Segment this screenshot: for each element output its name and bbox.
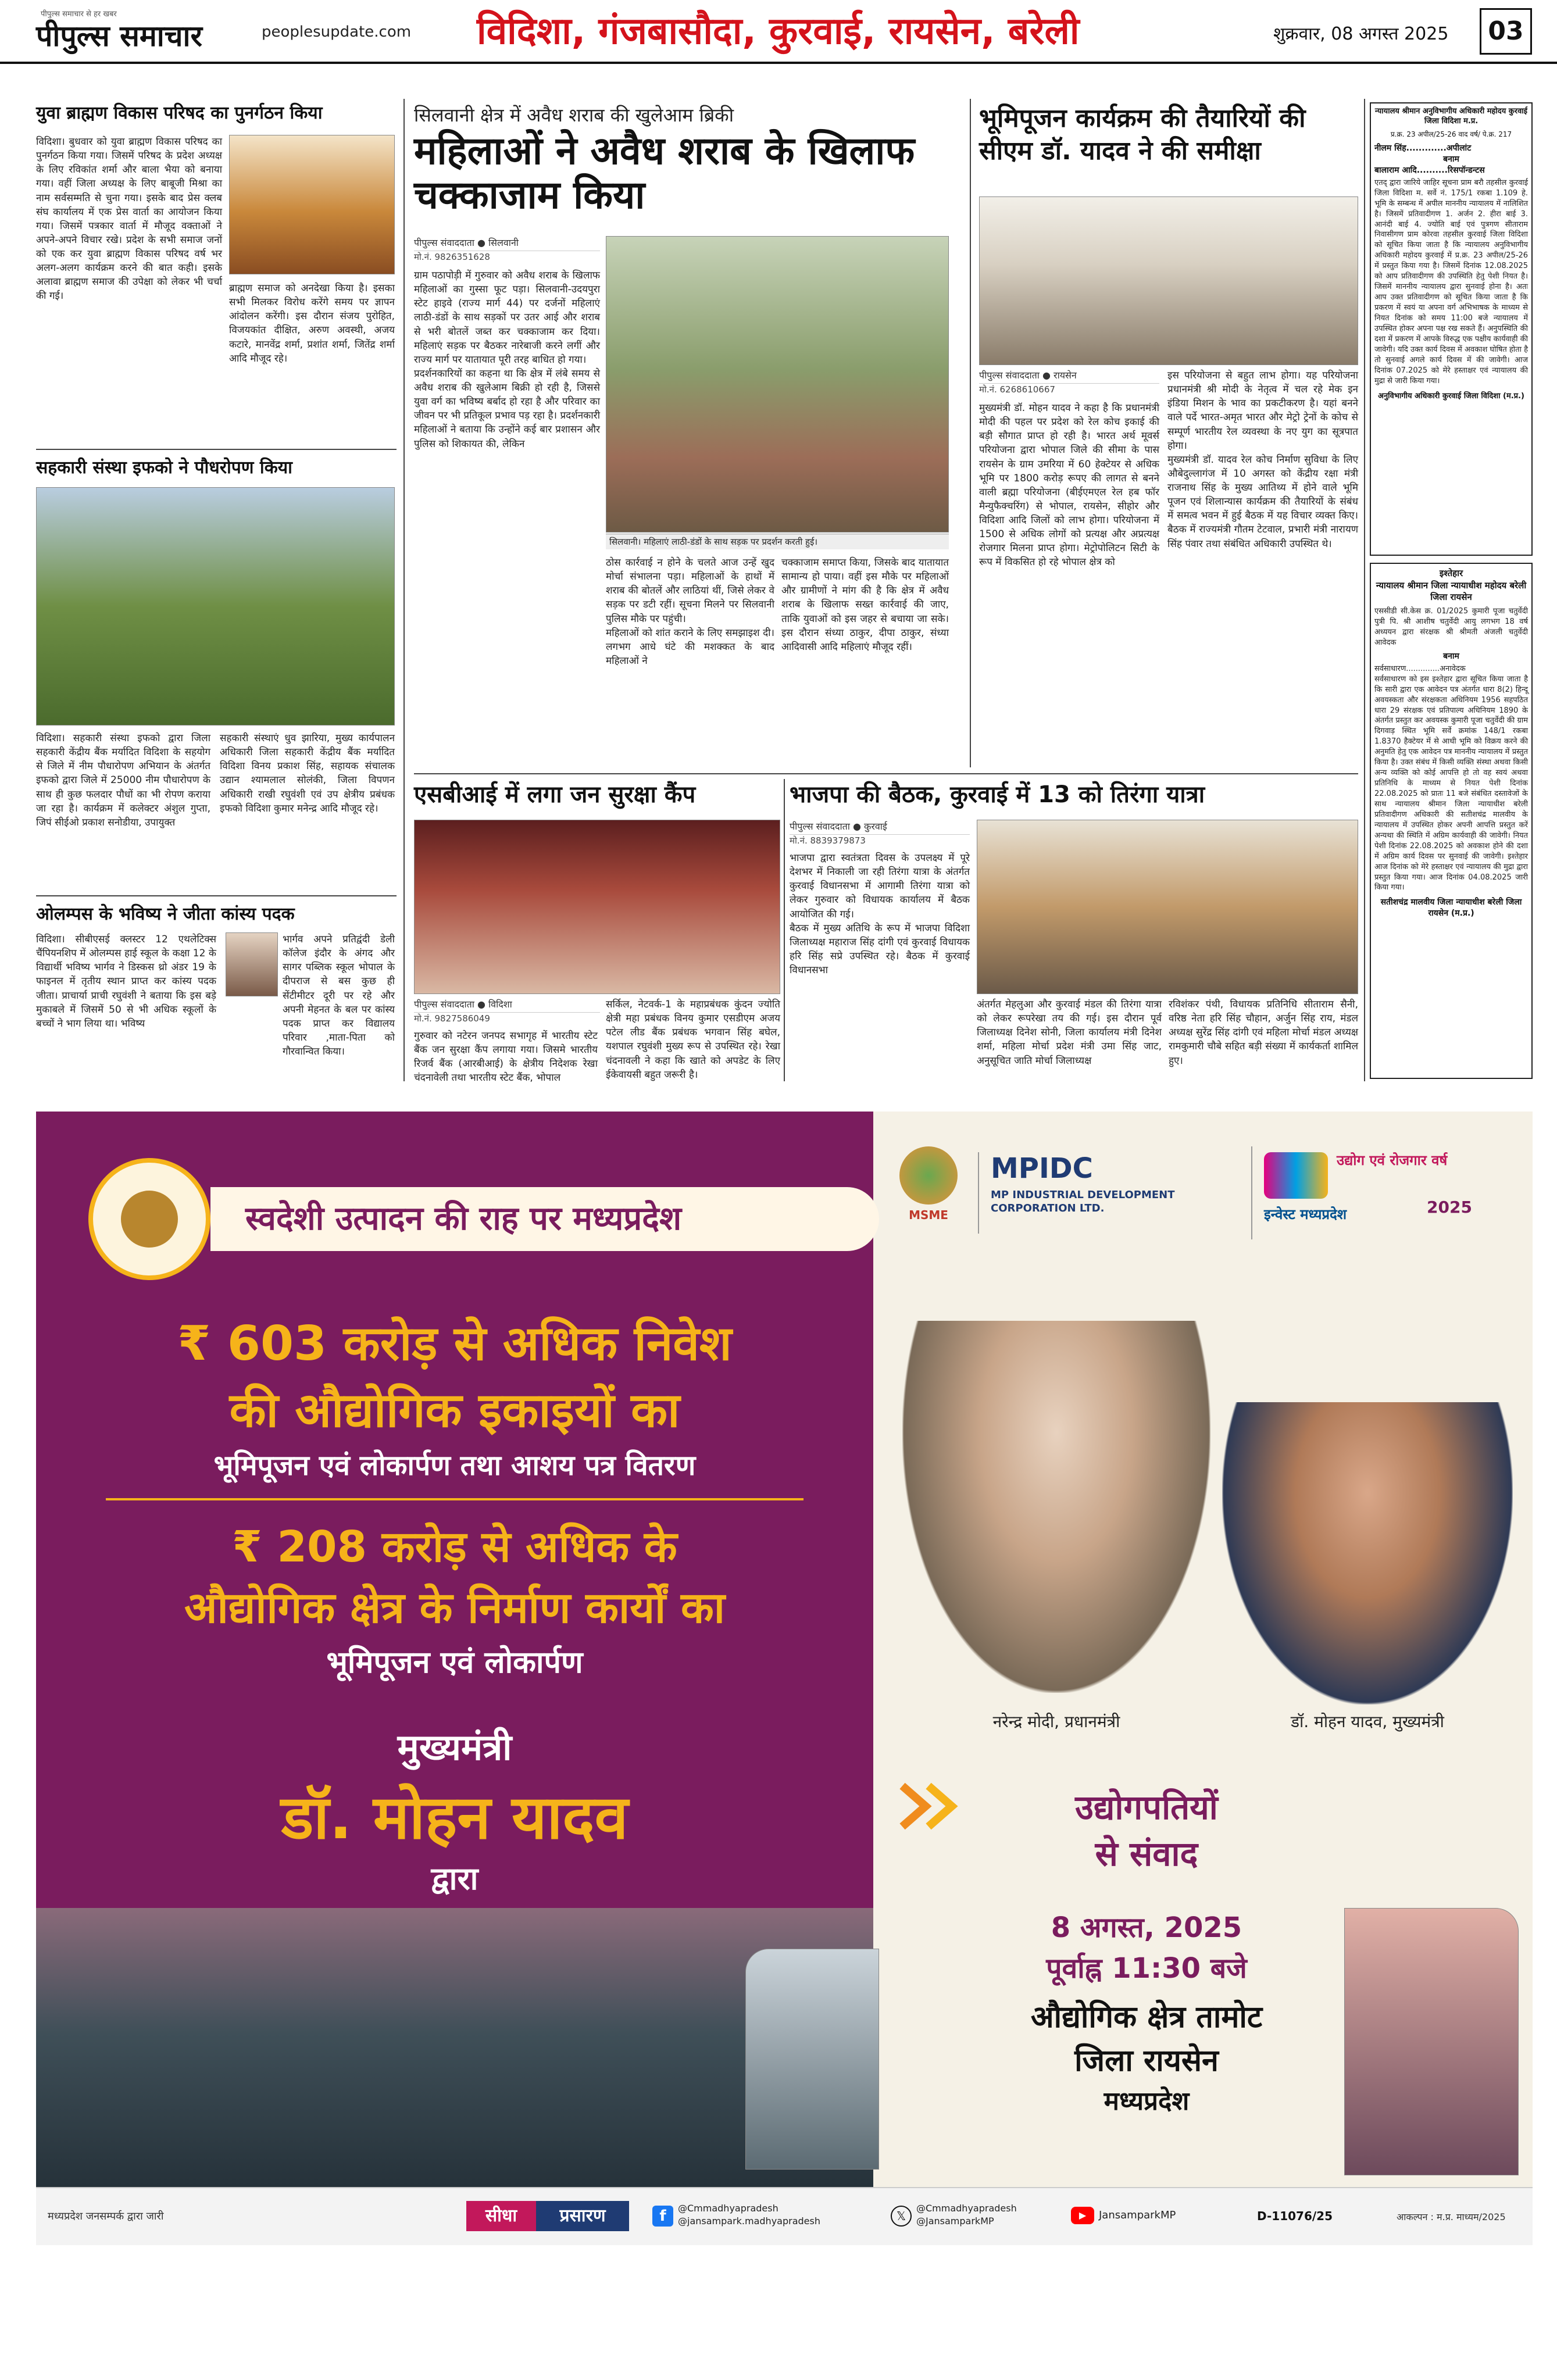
notice2-versus: बनाम	[1443, 651, 1459, 661]
youtube-icon[interactable]: ▶	[1071, 2207, 1094, 2224]
event-venue3: मध्यप्रदेश	[1104, 2086, 1190, 2116]
social-x1[interactable]: @Cmmadhyapradesh	[916, 2203, 1017, 2214]
photo-review	[979, 196, 1358, 365]
footer-prasaran: प्रसारण	[536, 2201, 629, 2231]
logo-text: पीपुल्स समाचार	[36, 19, 202, 53]
notice1-header: न्यायालय श्रीमान अनुविभागीय अधिकारी महोदय कुरवाई जिला विदिशा म.प्र.	[1374, 107, 1528, 126]
divider	[36, 449, 397, 450]
logo-year1: उद्योग एवं रोजगार वर्ष	[1337, 1152, 1448, 1168]
ad-line6: भूमिपूजन एवं लोकार्पण	[326, 1645, 583, 1680]
kicker-liquor: सिलवानी क्षेत्र में अवैध शराब की खुलेआम ब्रिकी	[414, 104, 734, 126]
social-x2[interactable]: @JansamparkMP	[916, 2215, 994, 2227]
ad-banner-text: स्वदेशी उत्पादन की राह पर मध्यप्रदेश	[245, 1200, 682, 1238]
social-fb2[interactable]: @jansampark.madhyapradesh	[678, 2215, 820, 2227]
notice2-signature: सतीशचंद्र मालवीय जिला न्यायाधीश बरेली जिला रायसेन (म.प्र.)	[1380, 898, 1522, 919]
logo-mpidc	[978, 1152, 1234, 1234]
byline-name: पीपुल्स संवाददाता	[414, 237, 474, 248]
ad-by: द्वारा	[431, 1860, 478, 1897]
worker-photo-2	[1344, 1908, 1519, 2175]
ad-line5: औद्योगिक क्षेत्र के निर्माण कार्यों का	[184, 1583, 725, 1633]
photo-olympus	[226, 932, 278, 996]
notice2-body2: सर्वसाधारण..............अनावेदक सर्वसाधारण को इस इश्तेहार द्वारा सूचित किया जाता है कि सारी द्वारा एक आवेदन पत्र अंतर्गत धारा 8(2) हिन्दू अवयस्कता और संरक्षकता अधिनियम 1956 सहपठित धारा 29 संरक्षक एवं प्रतिपाल्य अधिनियम 1890 के अंतर्गत प्रस्तुत कर अवयस्क कुमारी पूजा चतुर्वेदी की ग्राम दिगवाड़ स्थित भूमि सर्वे क्रमांक 148/1 रकबा 1.8370 हैक्टेयर में से आधी भूमि को विक्रय करने की अनुमति हेतु एक आवेदन पत्र माननीय न्यायालय में प्रस्तुत किया है। उक्त संबंध में किसी व्यक्ति संस्था अथवा किसी अन्य व्यक्ति को कोई आपत्ति हो तो वह स्वयं अथवा प्रतिनिधि के माध्यम से नियत पेशी दिनांक 22.08.2025 को प्रातः 11 बजे संबंधित दस्तावेजों के साथ न्यायालय श्रीमान जिला न्यायाधीश बरेली प्रतिवादीगण अधिकारी की सतीशचंद्र मालवीय के न्यायालय में उपस्थित होकर अपनी आपत्ति प्रस्तुत करें अन्यथा की स्थिति में अग्रिम कार्यवाही की जावेगी। नियत पेशी दिनांक 22.08.2025 को अवकाश होने की दशा में अग्रिम कार्य दिवस पर सुनवाई की जावेगी। इश्तेहार आज दिनांक को मेरे हस्ताक्षर एवं न्यायालय की मुद्रा द्वारा प्रस्तुत किया गया। आज दिनांक 04.08.2025 जारी किया गया।	[1374, 664, 1528, 892]
ad-line4: ₹ 208 करोड़ से अधिक के	[232, 1522, 677, 1572]
advertisement	[36, 1112, 1533, 2245]
social-x[interactable]	[916, 2202, 1017, 2228]
caption-pm: नरेन्द्र मोदी, प्रधानमंत्री	[992, 1712, 1120, 1731]
body-brahmin: विदिशा। बुधवार को युवा ब्राह्मण विकास परिषद का पुनर्गठन किया गया। जिसमें परिषद के प्रदेश अध्यक्ष के लिए रविकांत शर्मा और बाला भैया को बनाया गया। वहीं जिला अध्यक्ष के लिए बाबूजी मिश्रा का नाम सर्वसम्मति से चुना गया। इसके बाद प्रेस क्लब संघ कार्यालय में एक प्रेस वार्ता का आयोजन किया गया। जिसमें पत्रकार वार्ता में मौजूद वक्ताओं ने अपने-अपने विचार रखे। प्रदेश के सभी समाज जनों को एक कर युवा ब्राह्मण विकास परिषद वर्ष भर अलग-अलग कार्यक्रम करने की बात कही। इसके अलावा ब्राह्मण समाज की उपेक्षा को लेकर भी चर्चा की गई।	[36, 136, 226, 302]
event-venue1: औद्योगिक क्षेत्र तामोट	[1030, 2000, 1263, 2035]
ad-line2: की औद्योगिक इकाइयों का	[229, 1383, 680, 1438]
ad-cm-name: डॉ. मोहन यादव	[281, 1782, 628, 1853]
x-icon[interactable]: 𝕏	[891, 2206, 912, 2227]
byline-place: सिलवानी	[488, 237, 519, 248]
event-title2: से संवाद	[1095, 1834, 1198, 1874]
byline-place: रायसेन	[1054, 370, 1077, 381]
photo-brahmin	[229, 135, 395, 274]
body2-olympus: भार्गव अपने प्रतिद्वंदी डेली कॉलेज इंदौर के अंगद और सागर पब्लिक स्कूल भोपाल के दीपराज से बस कुछ ही सेंटीमीटर दूरी पर रहे और अपनी मेहनत के बल पर कांस्य पदक प्राप्त कर विद्यालय परिवार ,माता-पिता को गौरवान्वित किया।	[283, 934, 398, 1057]
byline-name: पीपुल्स संवाददाता	[414, 999, 474, 1010]
body-sbi-col1: गुरुवार को नटेरन जनपद सभागृह में भारतीय स्टेट बैंक जन सुरक्षा कैंप लगाया गया। जिसमे भारतीय रिजर्व बैंक (आरबीआई) के क्षेत्रीय निदेशक रेखा चंदनावेली तथा भारतीय स्टेट बैंक, भोपाल	[414, 1030, 601, 1084]
event-title1: उद्योगपतियों	[1075, 1788, 1218, 1827]
event-date: 8 अगस्त, 2025	[1051, 1911, 1242, 1944]
social-yt[interactable]: JansamparkMP	[1099, 2209, 1176, 2221]
page-number: 03	[1480, 8, 1532, 55]
logo-mpidc-sub: MP INDUSTRIAL DEVELOPMENT CORPORATION LTD.	[991, 1189, 1175, 1215]
byline-name: पीपुल्स संवाददाता	[790, 821, 850, 832]
notice1-parties2: बालाराम आदि..........रिसपॉन्डन्टस	[1374, 165, 1485, 175]
headline-review: भूमिपूजन कार्यक्रम की तैयारियों की सीएम डॉ. यादव ने की समीक्षा	[979, 103, 1306, 166]
mobile-sbi: मो.नं. 9827586049	[414, 1013, 490, 1024]
ad-cm-label: मुख्यमंत्री	[397, 1726, 512, 1768]
body-bjp-col2: अंतर्गत मेहलुआ और कुरवाई मंडल की तिरंगा यात्रा को लेकर रूपरेखा तय की गई। इस दौरान पूर्व जिलाध्यक्ष दिनेश सोनी, जिला कार्यालय मंत्री दिनेश शर्मा, महिला मोर्चा प्रदेश मंत्री उमा सिंह जाट, अनुसूचित जाति मोर्चा जिलाध्यक्ष	[977, 999, 1165, 1067]
headline-bjp: भाजपा की बैठक, कुरवाई में 13 को तिरंगा यात्रा	[790, 781, 1205, 808]
body-liquor-col3: चक्काजाम समाप्त किया, जिसके बाद यातायात सामान्य हो पाया। वहीं इस मौके पर महिलाओं और ग्रामीणों ने मांग की है कि क्षेत्र में अवैध शराब के खिलाफ सख्त कार्रवाई की जाए, ताकि युवाओं को इस जहर से बचाया जा सके। इस दौरान संध्या ठाकुर, दीपा ठाकुर, संध्या आदिवासी आदि महिलाएं मौजूद रहीं।	[781, 557, 952, 653]
byline-sbi: पीपुल्स संवाददाता ● विदिशा	[414, 998, 600, 1013]
social-fb1[interactable]: @Cmmadhyapradesh	[678, 2203, 779, 2214]
notice1-case: प्र.क्र. 23 अपील/25-26 वाद वर्ष/ पे.क्र. 217	[1390, 130, 1512, 138]
divider	[36, 895, 397, 896]
body-olympus: विदिशा। सीबीएसई क्लस्टर 12 एथलेटिक्स चैंपियनशिप में ओलम्पस हाई स्कूल के कक्षा 12 के विद्यार्थी भविष्य भार्गव ने डिस्कस थ्रो अंडर 19 के फाइनल में तृतीय स्थान प्राप्त कर कांस्य पदक जीता। प्राचार्या प्राची रघुवंशी ने बताया कि इस बड़े मुकाबले में जिसमें 50 से भी अधिक स्कूलों के बच्चों ने भाग लिया था। भविष्य	[36, 934, 220, 1030]
photo-iffco	[36, 487, 395, 726]
headline-liquor: महिलाओं ने अवैध शराब के खिलाफ चक्काजाम किया	[414, 128, 915, 217]
photo-liquor	[606, 236, 949, 533]
notice1-versus: बनाम	[1443, 154, 1459, 164]
portrait-pm	[902, 1321, 1210, 1693]
mobile-bjp: मो.नं. 8839379873	[790, 835, 866, 846]
headline-olympus: ओलम्पस के भविष्य ने जीता कांस्य पदक	[36, 904, 295, 924]
legal-notice-1	[1370, 102, 1533, 556]
ad-footer	[36, 2187, 1533, 2245]
byline-bjp: पीपुल्स संवाददाता ● कुरवाई	[790, 820, 970, 835]
body2-iffco: सहकारी संस्थाएं धुव झारिया, मुख्य कार्यपालन अधिकारी जिला सहकारी केंद्रीय बैंक मर्यादित विदिशा विनय प्रकाश सिंह, सहायक संचालक उद्यान श्यामलाल सोलंकी, जिला विपणन अधिकारी राखी रघुवंशी एवं उप क्षेत्रीय प्रबंधक इफको विदिशा कुमार मनेन्द्र आदि मौजूद रहे।	[220, 732, 398, 814]
social-fb[interactable]	[678, 2202, 820, 2228]
body2-brahmin: ब्राह्मण समाज को अनदेखा किया है। इसका सभी मिलकर विरोध करेंगे समय पर ज्ञापन आंदोलन करेंगी। इस दौरान संजय पुरोहित, विजयकांत दीक्षित, अरुण अवस्थी, अजय कटारे, मानवेंद्र शर्मा, प्रशांत शर्मा, जितेंद्र शर्मा आदि मौजूद रहे।	[229, 283, 398, 364]
legal-notice-2	[1370, 563, 1533, 1079]
ad-banner	[210, 1187, 879, 1251]
masthead	[0, 0, 1557, 64]
body-bjp-col3: रविशंकर पंथी, विधायक प्रतिनिधि सीताराम सैनी, वरिष्ठ नेता हरि सिंह चौहान, अर्जुन सिंह राय, मंडल अध्यक्ष सुरेंद्र सिंह दांगी एवं महिला मोर्चा मंडल अध्यक्ष रामकुमारी चौबे सहित बड़ी संख्या में कार्यकर्ता शामिल हुए।	[1169, 999, 1362, 1067]
notice2-kicker: इश्तेहार	[1439, 568, 1463, 578]
footer-sidha: सीधा	[466, 2201, 536, 2231]
column-rule	[784, 779, 785, 1081]
body-review-col1: मुख्यमंत्री डॉ. मोहन यादव ने कहा है कि प्रधानमंत्री मोदी की पहल पर प्रदेश को रेल कोच इकाई की बड़ी सौगात प्राप्त हो रही है। भारत अर्थ मूवर्स परियोजना द्वारा भोपाल जिले की सीमा के पास रायसेन के ग्राम उमरिया में 60 हेक्टेयर से अधिक भूमि पर 1800 करोड़ रूपए की लागत से बनने वाली ब्रह्मा परियोजना (बीईएमएल रेल हब फॉर मैन्युफैक्चरिंग) से भोपाल, रायसेन, सीहोर और विदिशा आदि जिलों को लाभ होगा। परियोजना में 1500 से अधिक लोगों को प्रत्यक्ष और अप्रत्यक्ष रोजगार मिलना प्राप्त होगा। मेट्रोपोलिटन सिटी के रूप में विकसित हो रहे भोपाल क्षेत्र को	[979, 402, 1163, 569]
notice1-body: एतद् द्वारा जारिये जाहिर सूचना प्राम बरौ तहसील कुरवाई जिला विदिशा म. सर्वे नं. 175/1 रकबा 1.109 हे. भूमि के सम्बन्ध में अपील माननीय न्यायालय में नालिशित है। जिसमें प्रतिवादीगण 1. अर्जन 2. हीरा बाई 3. आनंदी बाई 4. ज्योति बाई एवं पुत्रगण सीताराम निवासीगण प्राम कोरवा तहसील कुरवाई जिला विदिशा को सूचित किया जाता है कि न्यायालय अनुविभागीय अधिकारी महोदय कुरवाई में प्र.क्र. 23 अपील/25-26 में प्रस्तुत किया गया है। जिसमें दिनांक 12.08.2025 को आप प्रतिवादीगण की उपस्थिति हेतु पेशी नियत है। जिसमें माननीय न्यायालय द्वारा सुनवाई होना है। अतः आप उक्त प्रतिवादीगण को सूचित किया जाता है कि प्रकरण में स्वयं या अपना वर्ग अभिभाषक के माध्यम से नियत दिनांक को समय 11:00 बजे न्यायालय में उपस्थित होकर अपना पक्ष रख सकते हैं। अनुपस्थिति की दशा में प्रकरण में आपके विरुद्ध एक पक्षीय कार्यवाही की जावेगी। यदि उक्त कार्य दिवस में अवकाश घोषित होता है तो सुनवाई अगले कार्य दिवस में की जावेगी। आज दिनांक 07.2025 को मेरे हस्ताक्षर एवं न्यायालय की मुद्रा से जारी किया गया।	[1374, 178, 1531, 385]
mp-emblem-icon	[88, 1158, 210, 1280]
byline-liquor: पीपुल्स संवाददाता ● सिलवानी	[414, 236, 600, 251]
caption-liquor: सिलवानी। महिलाएं लाठी-डंडों के साथ सड़क पर प्रदर्शन करती हुई।	[606, 534, 949, 549]
notice2-header: न्यायालय श्रीमान जिला न्यायाधीश महोदय बरेली जिला रायसेन	[1376, 580, 1527, 602]
column-rule	[970, 99, 971, 767]
edition-title: विदिशा, गंजबासौदा, कुरवाई, रायसेन, बरेली	[477, 10, 1080, 53]
worker-photo-1	[745, 1949, 879, 2170]
logo-year2: 2025	[1427, 1198, 1472, 1217]
notice2-body1: एससीडी सी.केस क्र. 01/2025 कुमारी पूजा चतुर्वेदी पुत्री पि. श्री आशीष चतुर्वेदी आयु लगभग 18 वर्ष अध्ययन द्वारा संरक्षक श्री श्रीमती अंजली चतुर्वेदी आवेदक	[1374, 607, 1531, 647]
logo-tagline: पीपुल्स समाचार से हर खबर	[41, 10, 117, 19]
mobile-review: मो.नं. 6268610667	[979, 384, 1055, 395]
body-review-col2: इस परियोजना से बहुत लाभ होगा। यह परियोजना प्रधानमंत्री श्री मोदी के नेतृत्व में चल रहे मेक इन इंडिया मिशन के भाव का प्रकटीकरण है। यहां बनने वाले पर्दे भारत-अमृत भारत और मेट्रो ट्रेनों के कोच से सम्पूर्ण भारतीय रेल व्यवस्था के नए युग का सूत्रपात होगा। मुख्यमंत्री डॉ. यादव रेल कोच निर्माण सुविधा के लिए औबेदुल्लागंज में 10 अगस्त को केंद्रीय रक्षा मंत्री राजनाथ सिंह के मुख्य आतिथ्य में होने वाले भूमि पूजन एवं शिलान्यास कार्यक्रम की तैयारियों के संबंध में समत्व भवन में हुई बैठक में यह विचार व्यक्त किए। बैठक में राज्यमंत्री गौतम टेटवाल, प्रभारी मंत्री नारायण सिंह पंवार तथा संबंधित अधिकारी उपस्थित थे।	[1167, 370, 1358, 550]
logo-invest-mp	[1251, 1146, 1507, 1239]
caption-cm: डॉ. मोहन यादव, मुख्यमंत्री	[1291, 1712, 1444, 1731]
headline-sbi: एसबीआई में लगा जन सुरक्षा कैंप	[414, 781, 696, 808]
mobile-liquor: मो.नं. 9826351628	[414, 252, 490, 262]
ad-line3: भूमिपूजन एवं लोकार्पण तथा आशय पत्र वितरण	[213, 1449, 696, 1482]
column-rule	[1364, 99, 1365, 1081]
byline-name: पीपुल्स संवाददाता	[979, 370, 1040, 381]
invest-m-icon	[1264, 1152, 1328, 1199]
notice1-signature: अनुविभागीय अधिकारी कुरवाई जिला विदिशा (म.प्र.)	[1378, 391, 1524, 401]
footer-left: मध्यप्रदेश जनसम्पर्क द्वारा जारी	[48, 2210, 164, 2222]
footer-code: D-11076/25	[1257, 2209, 1333, 2223]
byline-review: पीपुल्स संवाददाता ● रायसेन	[979, 369, 1159, 384]
notice1-parties1: नीलम सिंह.............अपीलांट	[1374, 143, 1472, 153]
logo-invest: इन्वेस्ट मध्यप्रदेश	[1264, 1206, 1347, 1223]
body-bjp-col1: भाजपा द्वारा स्वतंत्रता दिवस के उपलक्ष्य में पूरे देशभर में निकाली जा रही तिरंगा यात्रा के अंतर्गत कुरवाई विधानसभा में आगामी तिरंगा यात्रा को लेकर गुरुवार को विधायक कार्यालय में बैठक आयोजित की गई। बैठक में मुख्य अतिथि के रूप में भाजपा विदिशा जिलाध्यक्ष महाराज सिंह दांगी एवं कुरवाई विधायक हरि सिंह सप्रे उपस्थित रहे। बैठक में कुरवाई विधानसभा	[790, 852, 970, 976]
logo-mpidc-text: MPIDC	[991, 1152, 1093, 1185]
headline-iffco: सहकारी संस्था इफको ने पौधरोपण किया	[36, 458, 292, 478]
logo	[36, 8, 257, 55]
logo-msme-text: MSME	[909, 1208, 948, 1222]
msme-tree-icon	[899, 1146, 958, 1205]
byline-place: विदिशा	[488, 999, 512, 1010]
date: शुक्रवार, 08 अगस्त 2025	[1273, 24, 1449, 44]
photo-bjp	[977, 820, 1358, 994]
byline-place: कुरवाई	[864, 821, 887, 832]
photo-sbi	[414, 820, 780, 994]
body-sbi-col2: सर्किल, नेटवर्क-1 के महाप्रबंधक कुंदन ज्योति क्षेत्री महा प्रबंधक विनय कुमार एसडीएम अजय पटेल लीड बैंक प्रबंधक भगवान सिंह बघेल, यशपाल रघुवंशी मुख्य रूप से उपस्थित रहे। रेखा चंदनावली ने कहा कि खाते को अपडेट के लिए ईकेवायसी बहुत जरूरी है।	[606, 999, 784, 1081]
body-iffco: विदिशा। सहकारी संस्था इफको द्वारा जिला सहकारी केंद्रीय बैंक मर्यादित विदिशा के सहयोग से जिले में नीम पौधारोपण अभियान के अंतर्गत इफको द्वारा जिले में 25000 नीम पौधारोपण के साथ ही कुछ फलदार पौधों का भी रोपण कराया जा रहा है। कार्यक्रम में कलेक्टर अंशुल गुप्ता, जिपं सीईओ प्रकाश सनोडीया, उपायुक्त	[36, 732, 214, 828]
divider	[414, 773, 1358, 774]
facebook-icon[interactable]: f	[652, 2206, 673, 2227]
ad-line1: ₹ 603 करोड़ से अधिक निवेश	[177, 1316, 732, 1371]
body-liquor-col1: ग्राम पठापोड़ी में गुरुवार को अवैध शराब के खिलाफ महिलाओं का गुस्सा फूट पड़ा। सिलवानी-उदयपुरा स्टेट हाइवे (राज्य मार्ग 44) पर दर्जनों महिलाएं लाठी-डंडों के साथ सड़कों पर उतर आई और शराब से भरी बोतलें जब्त कर चक्काजाम कर दिया। महिलाएं सड़क पर बैठकर नारेबाजी करने लगीं और राज्य मार्ग पर यातायात पूरी तरह बाधित हो गया। प्रदर्शनकारियों का कहना था कि क्षेत्र में लंबे समय से अवैध शराब की खुलेआम बिक्री हो रही है, जिससे युवा वर्ग का भविष्य बर्बाद हो रहा है और परिवार का जीवन पर भी प्रतिकूल प्रभाव पड़ रहा है। प्रदर्शनकारी महिलाओं ने बताया कि उन्होंने कई बार प्रशासन और पुलिस को शिकायत की, लेकिन	[414, 270, 600, 450]
portrait-cm	[1222, 1402, 1513, 1704]
website[interactable]: peoplesupdate.com	[262, 23, 412, 41]
column-rule	[403, 99, 405, 1081]
ad-divider	[106, 1498, 804, 1500]
logo-msme	[897, 1146, 960, 1234]
body-liquor-col2: ठोस कार्रवाई न होने के चलते आज उन्हें खुद मोर्चा संभालना पड़ा। महिलाओं के हाथों में शराब की बोतलें और लाठियां थीं, जिसे लेकर वे सड़क पर डटी रहीं। सूचना मिलने पर सिलवानी पुलिस मौके पर पहुंची। महिलाओं को शांत कराने के लिए समझाइश दी। लगभग आधे घंटे की मशक्कत के बाद महिलाओं ने	[606, 557, 774, 667]
headline-brahmin: युवा ब्राह्मण विकास परिषद का पुनर्गठन किया	[36, 103, 323, 123]
event-venue2: जिला रायसेन	[1074, 2043, 1219, 2078]
footer-right: आकल्पन : म.प्र. माध्यम/2025	[1397, 2211, 1506, 2222]
event-time: पूर्वाह्न 11:30 बजे	[1046, 1952, 1247, 1985]
